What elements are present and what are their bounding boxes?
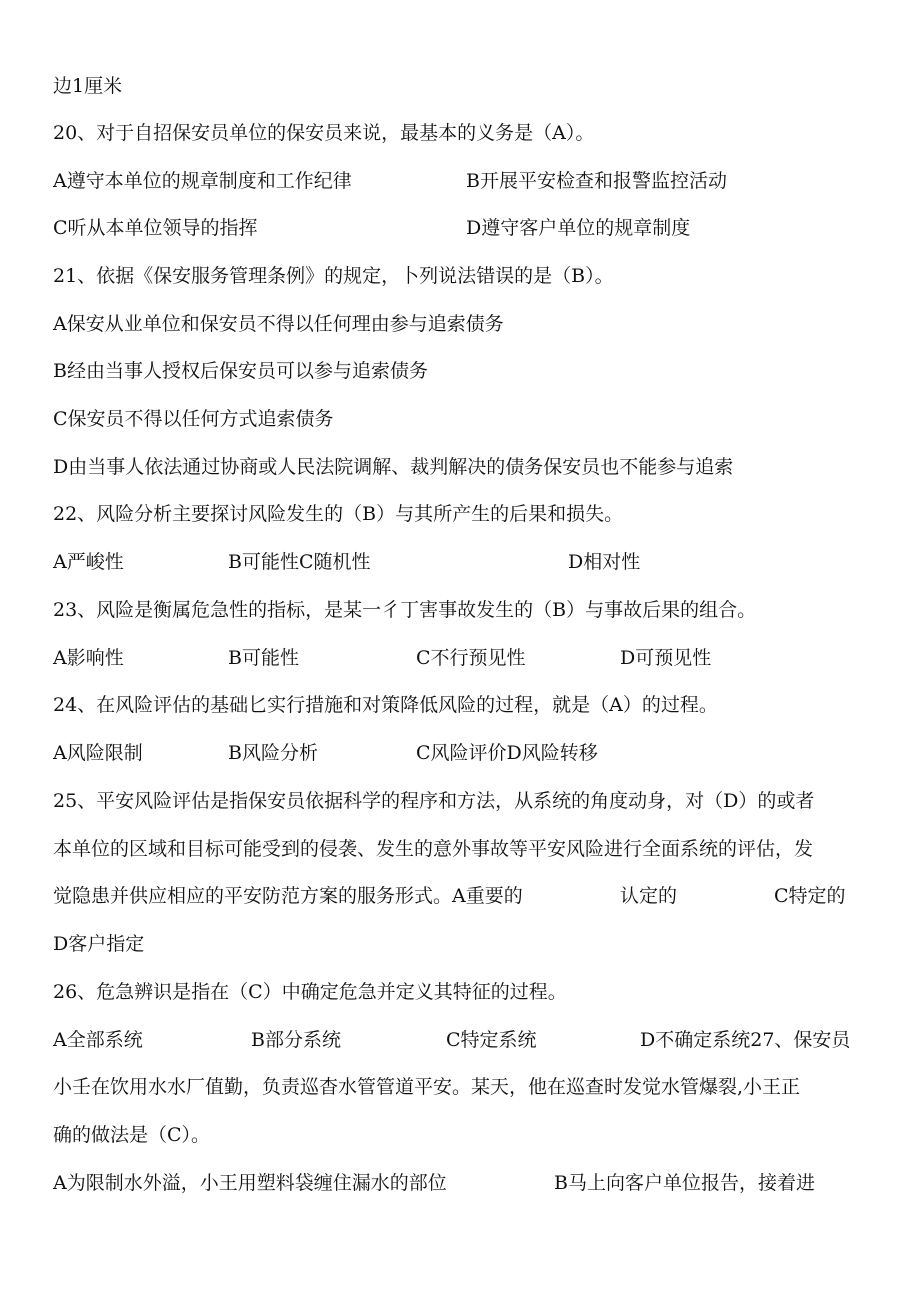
question-26: 26、危急辨识是指在（C）中确定危急并定义其特征的过程。 <box>53 981 567 1003</box>
option-c: C听从本单位领导的指挥 <box>53 217 258 239</box>
question-25: 25、平安风险评估是指保安员依据科学的程序和方法，从系统的角度动身，对（D）的或者 <box>53 790 815 812</box>
question-24: 24、在风险评估的基础匕实行措施和对策降低风险的过程，就是（A）的过程。 <box>53 694 718 716</box>
option-d: D遵守客户单位的规章制度 <box>466 217 691 239</box>
option-c: C特定的 <box>774 885 846 907</box>
option-a: A风险限制 <box>53 742 143 764</box>
option-b: B马上向客户单位报告，接着进 <box>554 1172 815 1194</box>
question-23: 23、风险是衡属危急性的指标，是某一彳丁害事故发生的（B）与事故后果的组合。 <box>53 599 757 621</box>
option-a: A影响性 <box>53 647 124 669</box>
option-d: D客户指定 <box>53 933 145 955</box>
option-a: A保安从业单位和保安员不得以任何理由参与追索债务 <box>53 313 504 335</box>
question-25-cont: 本单位的区域和目标可能受到的侵袭、发生的意外事故等平安风险进行全面系统的评估，发 <box>53 838 814 860</box>
option-a: A遵守本单位的规章制度和工作纪律 <box>53 170 352 192</box>
question-22: 22、风险分析主要探讨风险发生的（B）与其所产生的后果和损失。 <box>53 503 624 525</box>
option-b: B经由当事人授权后保安员可以参与追索债务 <box>53 360 428 382</box>
option-d: D由当事人依法通过协商或人民法院调解、裁判解决的债务保安员也不能参与追索 <box>53 456 734 478</box>
option-b: B部分系统 <box>251 1029 341 1051</box>
question-25-text-and-option-a: 觉隐患并供应相应的平安防范方案的服务形式。A重要的 <box>53 885 523 907</box>
question-21: 21、依据《保安服务管理条例》的规定，卜列说法错误的是（B）。 <box>53 265 614 287</box>
option-d-and-question-27: D不确定系统27、保安员 <box>640 1029 851 1051</box>
option-a: A严峻性 <box>53 551 124 573</box>
option-b: B可能性 <box>228 647 299 669</box>
option-a: A全部系统 <box>53 1029 143 1051</box>
option-b: B风险分析 <box>228 742 318 764</box>
option-c: C不行预见性 <box>416 647 526 669</box>
option-a: A为限制水外溢，小王用塑料袋缠住漏水的部位 <box>53 1172 447 1194</box>
question-27-cont: 小壬在饮用水水厂值勤，负责巡杳水管管道平安。某天，他在巡查时发觉水管爆裂,小王正 <box>53 1076 801 1098</box>
option-b: 认定的 <box>620 885 678 907</box>
option-c: C特定系统 <box>446 1029 537 1051</box>
question-27-cont: 确的做法是（C）。 <box>53 1124 211 1146</box>
option-bc: B可能性C随机性 <box>228 551 371 573</box>
question-20: 20、对于自招保安员单位的保安员来说，最基本的义务是（A）。 <box>53 122 595 144</box>
option-b: B开展平安检查和报警监控活动 <box>466 170 727 192</box>
option-c: C保安员不得以任何方式追索债务 <box>53 408 334 430</box>
option-d: D相对性 <box>568 551 641 573</box>
option-cd: C风险评价D风险转移 <box>416 742 598 764</box>
option-d: D可预见性 <box>620 647 712 669</box>
text-line: 边1厘米 <box>53 75 123 97</box>
